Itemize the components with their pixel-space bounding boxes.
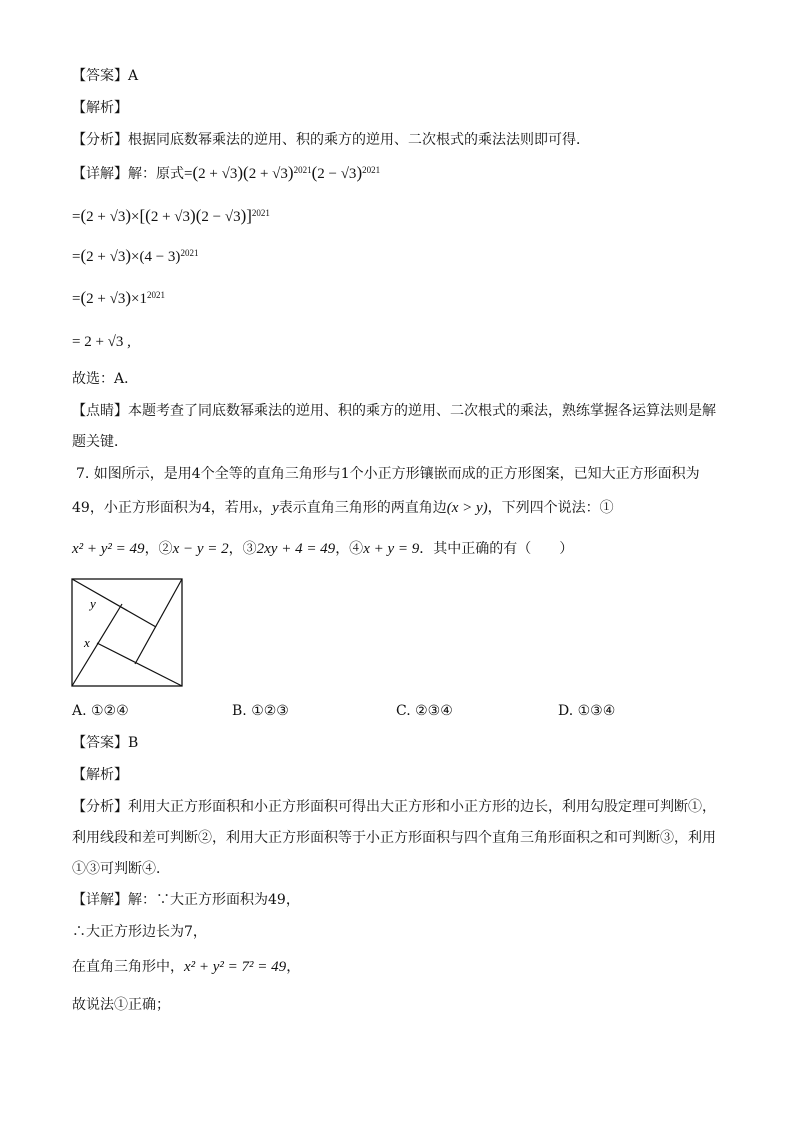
q7-fenxi-3: ①③可判断④．: [72, 861, 170, 877]
q6-fenxi: 【分析】根据同底数幂乘法的逆用、积的乘方的逆用、二次根式的乘法法则即可得．: [72, 132, 590, 148]
q7-stem-1: 7. 如图所示，是用4个全等的直角三角形与1个小正方形镶嵌而成的正方形图案，已知大正方形面积为: [76, 466, 700, 482]
q7-xiangjie-1: 【详解】解：∵大正方形面积为49，: [72, 892, 300, 908]
q7-option-c: C. ②③④: [396, 703, 453, 719]
q7-option-b: B. ①②③: [232, 703, 289, 719]
q6-dianjing-1: 【点睛】本题考查了同底数幂乘法的逆用、积的乘方的逆用、二次根式的乘法，熟练掌握各运算法则是解: [72, 403, 716, 419]
figure-label-y: y: [90, 596, 96, 611]
q7-answer: 【答案】B: [72, 735, 139, 751]
triangle-edge-1: [72, 604, 122, 686]
q6-step2: $=(2 + √3)\times[(2 + √3)(2 - √3)]^{2021}$: [72, 206, 270, 225]
q7-fenxi-2: 利用线段和差可判断②，利用大正方形面积等于小正方形面积与四个直角三角形面积之和可判断③，利用: [72, 830, 716, 846]
q7-option-a: A. ①②④: [72, 703, 129, 719]
q6-analysis-label: 【解析】: [72, 100, 128, 116]
q7-option-d: D. ①③④: [558, 703, 616, 719]
q7-xiangjie-3: 在直角三角形中，x² + y² = 7² = 49，: [72, 959, 301, 975]
triangle-edge-4: [97, 643, 182, 686]
q6-answer: 【答案】A: [72, 68, 139, 84]
figure-label-x: x: [84, 635, 90, 650]
triangle-edge-2: [72, 579, 156, 627]
q6-step4: $=(2 + √3)\times 1^{2021}$: [72, 288, 165, 307]
q6-xiangjie-line: 【详解】解：原式$=(2 + √3)(2 + √3)^{2021}(2 - √3)^{2021}$: [72, 163, 381, 182]
q6-step3: $=(2 + √3)\times(4 - 3)^{2021}$: [72, 246, 199, 265]
q6-xiangjie-prefix: 【详解】解：原式: [72, 166, 184, 182]
q7-xiangjie-2: ∴大正方形边长为7，: [72, 924, 207, 940]
q6-step5: = 2 + √3 ,: [72, 334, 131, 350]
q7-stem-3: x² + y² = 49，②x − y = 2，③2xy + 4 = 49，④x + y = 9．其中正确的有（ ）: [72, 541, 574, 557]
q7-analysis-label: 【解析】: [72, 767, 128, 783]
q7-pinwheel-figure: [70, 577, 186, 689]
q7-xiangjie-4: 故说法①正确；: [72, 997, 170, 1013]
q7-fenxi-1: 【分析】利用大正方形面积和小正方形面积可得出大正方形和小正方形的边长，利用勾股定理可判断①，: [72, 799, 716, 815]
q6-choose: 故选：A．: [72, 371, 139, 387]
outer-square: [72, 579, 182, 686]
triangle-edge-3: [135, 579, 182, 664]
q6-dianjing-2: 题关键．: [72, 434, 128, 450]
q7-stem-2: 49，小正方形面积为4，若用x，y表示直角三角形的两直角边(x > y)，下列四个说法：①: [72, 500, 614, 516]
